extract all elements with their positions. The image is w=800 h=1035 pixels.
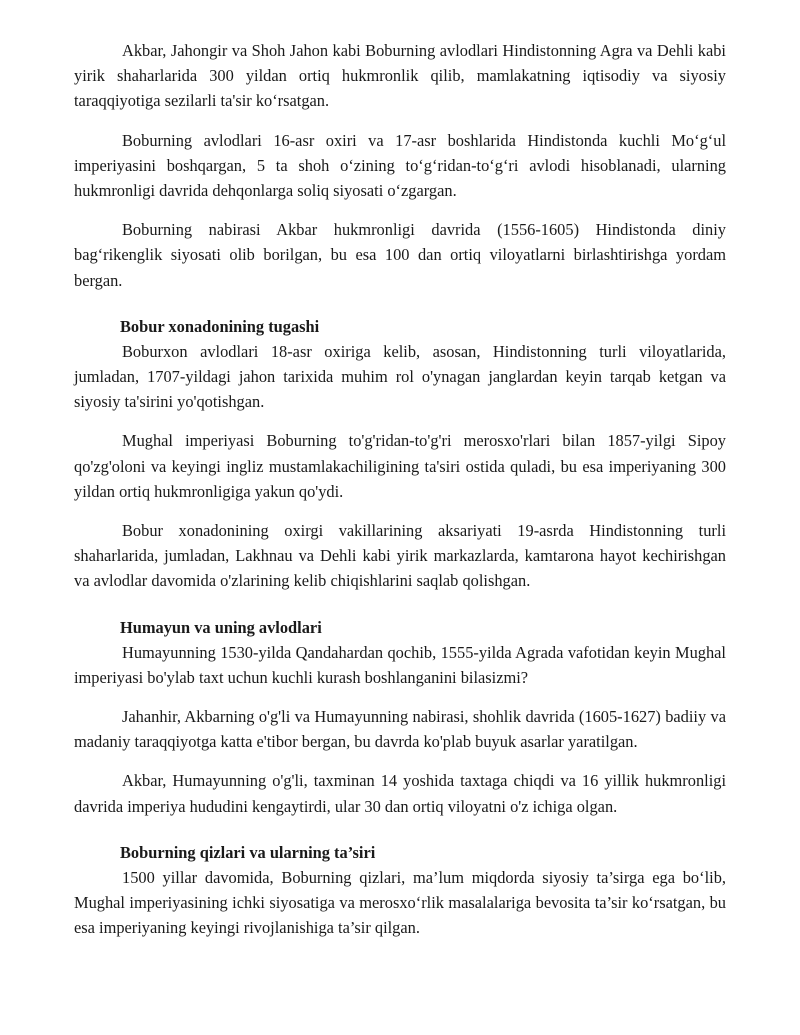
paragraph-mogul-empire: Boburning avlodlari 16-asr oxiri va 17-asr boshlarida Hindistonda kuchli Mo‘g‘ul imperiyasini boshqargan, 5 ta shoh o‘zining to‘g‘ridan-to‘g‘ri avlodi hisoblanadi, ularning hukmronligi davrida dehqonlarga soliq siyosati o‘zgargan. — [74, 130, 726, 201]
paragraph-akbar-throne: Akbar, Humayunning o'g'li, taxminan 14 yoshida taxtaga chiqdi va 16 yillik hukmronligi davrida imperiya hududini kengaytirdi, ular 30 dan ortiq viloyatni o'z ichiga olgan. — [74, 771, 726, 816]
paragraph-daughters-influence: 1500 yillar davomida, Boburning qizlari, ma’lum miqdorda siyosiy ta’sirga ega bo‘lib, Mughal imperiyasining ichki siyosatiga va merosxo‘rlik masalalariga bevosita ta’sir ko‘rsatgan, bu esa imperiyaning keyingi rivojlanishiga ta’sir qilgan. — [74, 867, 726, 938]
paragraph-boburxon-descendants: Boburxon avlodlari 18-asr oxiriga kelib, asosan, Hindistonning turli viloyatlarida, jumladan, 1707-yildagi jahon tarixida muhim rol o'ynagan janglardan keyin tarqab ketgan va siyosiy ta'sirini yo'qotishgan. — [74, 341, 726, 412]
heading-humayun: Humayun va uning avlodlari — [120, 617, 322, 637]
heading-bobur-daughters: Boburning qizlari va ularning ta’siri — [120, 842, 376, 862]
paragraph-last-members: Bobur xonadonining oxirgi vakillarining aksariyati 19-asrda Hindistonning turli shaharlarida, jumladan, Lakhnau va Dehli kabi yirik markazlarda, kamtarona hayot kechirishgan va avlodlar davomida o'zlarining kelib chiqishlarini saqlab qolishgan. — [74, 521, 726, 591]
paragraph-jahanhir: Jahanhir, Akbarning o'g'li va Humayunning nabirasi, shohlik davrida (1605-1627) badiiy va madaniy taraqqiyotga katta e'tibor bergan, bu davrda ko'plab buyuk asarlar yaratilgan. — [74, 707, 726, 752]
document-page — [74, 38, 726, 940]
paragraph-akbar-tolerance: Boburning nabirasi Akbar hukmronligi davrida (1556-1605) Hindistonda diniy bag‘rikenglik siyosati olib borilgan, bu esa 100 dan ortiq viloyatlarni birlashtirishga yordam bergan. — [74, 220, 726, 290]
heading-bobur-house-end: Bobur xonadonining tugashi — [120, 316, 320, 336]
paragraph-humayun-flight: Humayunning 1530-yilda Qandahardan qochib, 1555-yilda Agrada vafotidan keyin Mughal imperiyasi bo'ylab taxt uchun kuchli kurash boshlanganini bilasizmi? — [74, 642, 726, 687]
paragraph-akbar-jahongir: Akbar, Jahongir va Shoh Jahon kabi Boburning avlodlari Hindistonning Agra va Dehli kabi yirik shaharlarida 300 yildan ortiq hukmronlik qilib, mamlakatning iqtisodiy va siyosiy taraqqiyotiga sezilarli ta'sir ko‘rsatgan. — [74, 41, 726, 111]
paragraph-mughal-fall: Mughal imperiyasi Boburning to'g'ridan-to'g'ri merosxo'rlari bilan 1857-yilgi Sipoy qo'zg'oloni va keyingi ingliz mustamlakachiligining ta'siri ostida quladi, bu esa imperiyaning 300 yildan ortiq hukmronligiga yakun qo'ydi. — [74, 431, 726, 501]
